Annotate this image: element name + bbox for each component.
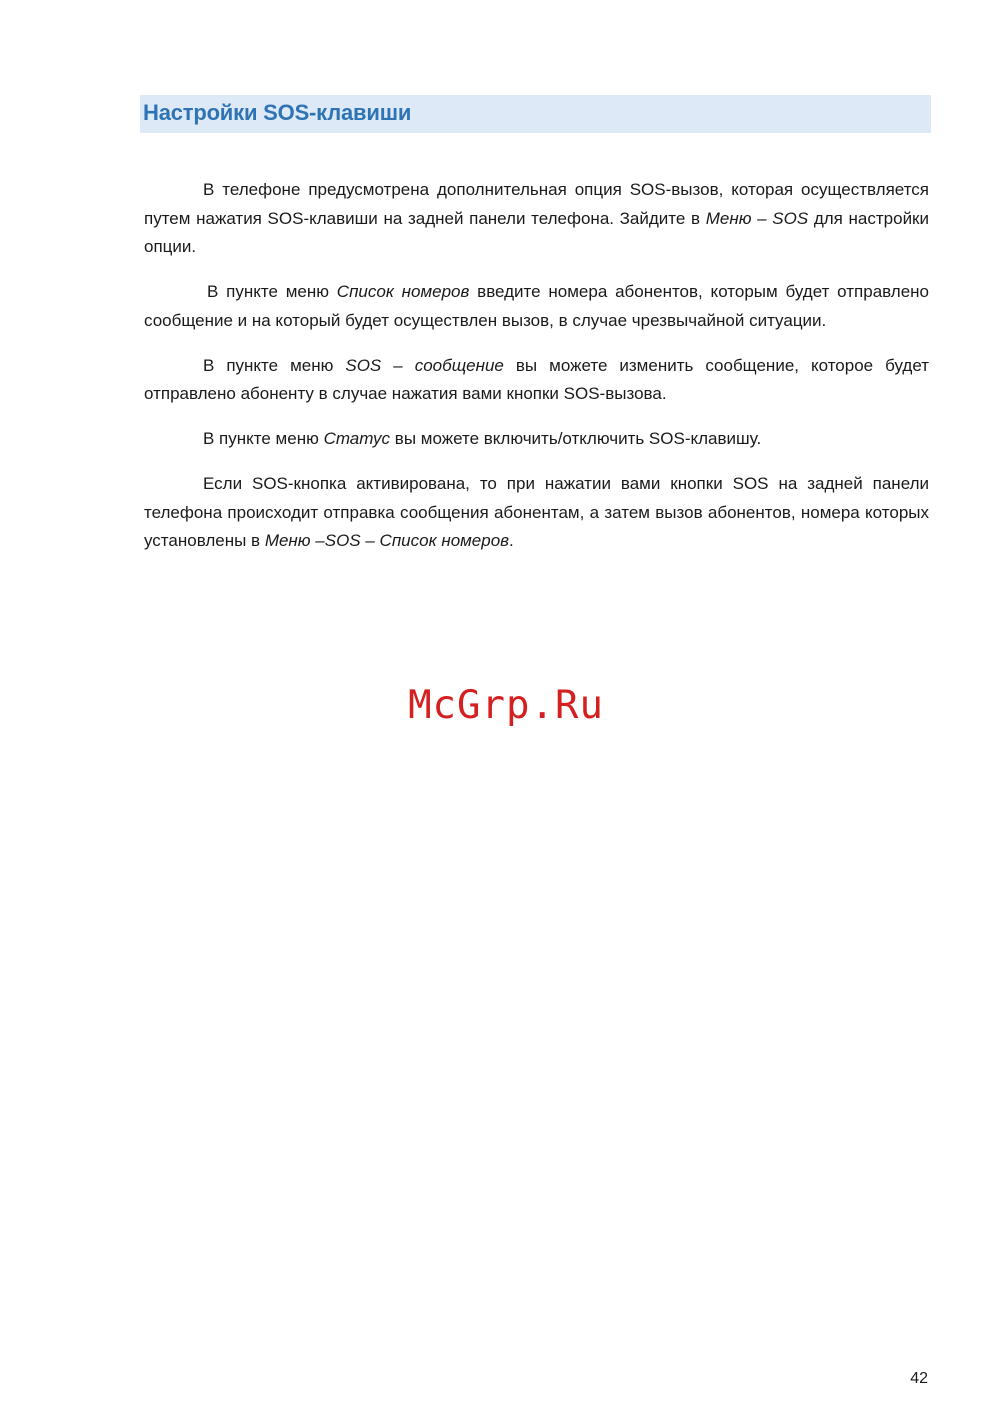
- paragraph-text: В телефоне предусмотрена дополнительная опция SOS-вызов, которая осуществляется путем нажатия SOS-клавиши на задней панели телефона. Зайдите в: [144, 180, 929, 228]
- body-text: [144, 176, 929, 572]
- menu-path-ref: Меню –SOS – Список номеров: [264, 531, 510, 550]
- menu-item-ref: Список номеров: [336, 282, 470, 301]
- paragraph-activation: [144, 470, 929, 556]
- paragraph-text: Если SOS-кнопка активирована, то при нажатии вами кнопки SOS на задней панели телефона происходит отправка сообщения абонентам, а затем вызов абонентов, номера которых установлены в: [144, 474, 929, 550]
- paragraph-text: вы можете включить/отключить SOS-клавишу.: [390, 429, 762, 448]
- paragraph-text: В пункте меню: [207, 282, 337, 301]
- menu-path-ref: Меню – SOS: [705, 208, 809, 228]
- paragraph-text: вы можете изменить сообщение, которое будет отправлено абоненту в случае нажатия вами кнопки SOS-вызова.: [144, 355, 929, 403]
- page-number: 42: [910, 1370, 928, 1387]
- paragraph-text: введите номера абонентов, которым будет отправлено сообщение и на который будет осуществлен вызов, в случае чрезвычайной ситуации.: [144, 282, 930, 330]
- paragraph-number-list: [144, 278, 929, 335]
- paragraph-text: В пункте меню: [203, 429, 324, 448]
- menu-item-ref: SOS – сообщение: [345, 355, 504, 375]
- paragraph-text: .: [509, 531, 514, 550]
- menu-item-ref: Статус: [323, 429, 391, 448]
- section-heading: Настройки SOS-клавиши: [143, 100, 412, 125]
- paragraph-text: для настройки опции.: [144, 208, 929, 256]
- paragraph-status: [144, 425, 929, 454]
- paragraph-text: В пункте меню: [203, 355, 346, 375]
- paragraph-intro: [144, 176, 929, 262]
- paragraph-sos-message: [144, 352, 929, 409]
- section-heading-bar: [140, 95, 931, 133]
- watermark: McGrp.Ru: [408, 683, 604, 728]
